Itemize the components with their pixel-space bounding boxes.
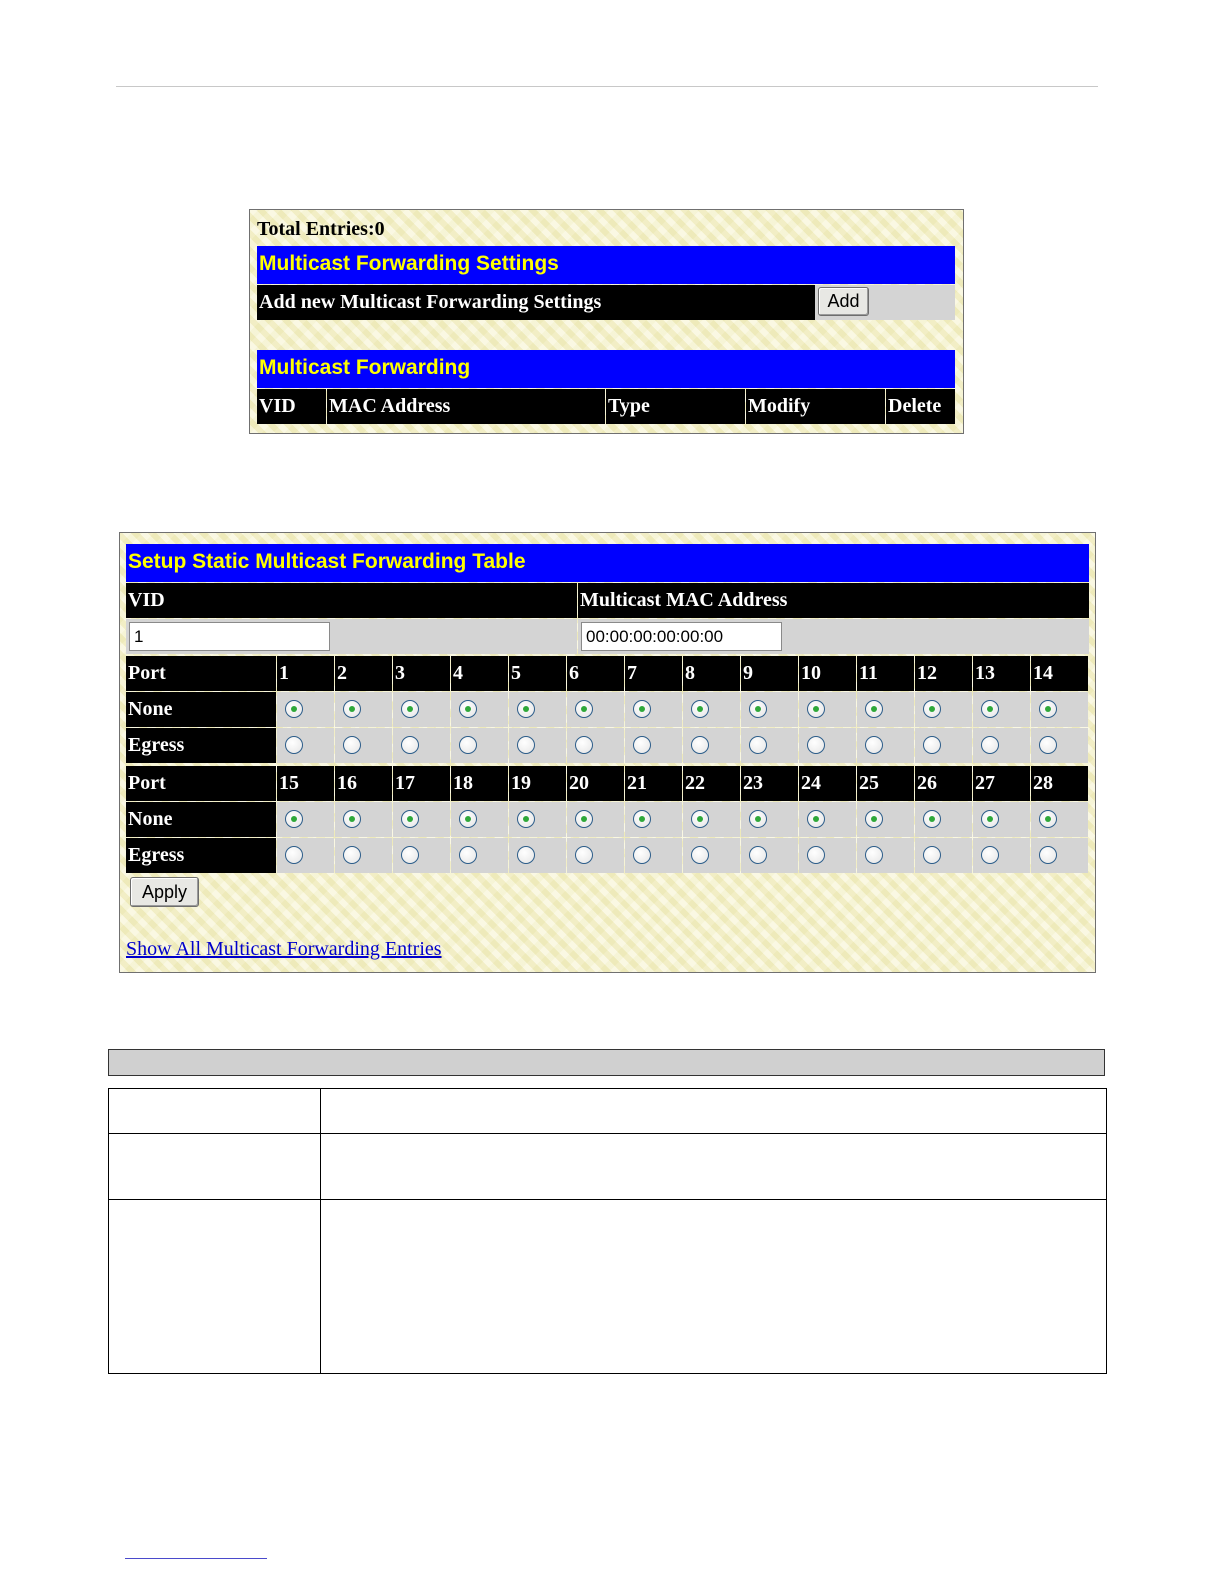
radio-cell [277, 838, 334, 873]
port-23-egress-radio[interactable] [749, 846, 767, 864]
radio-cell [683, 802, 740, 837]
radio-cell [451, 692, 508, 727]
port-3-none-radio[interactable] [401, 700, 419, 718]
port-4-none-radio[interactable] [459, 700, 477, 718]
port-25-none-radio[interactable] [865, 810, 883, 828]
radio-cell [335, 728, 392, 763]
description-table [108, 1088, 1107, 1374]
radio-cell [625, 692, 682, 727]
port-16-egress-radio[interactable] [343, 846, 361, 864]
static-multicast-panel [119, 532, 1096, 973]
port-25-egress-radio[interactable] [865, 846, 883, 864]
none-row-label: None [126, 692, 276, 727]
port-1-none-radio[interactable] [285, 700, 303, 718]
radio-cell [973, 838, 1030, 873]
port-19-egress-radio[interactable] [517, 846, 535, 864]
radio-cell [277, 802, 334, 837]
port-row-label: Port [126, 766, 276, 801]
radio-cell [857, 692, 914, 727]
port-number-9: 9 [741, 656, 798, 691]
port-4-egress-radio[interactable] [459, 736, 477, 754]
port-22-egress-radio[interactable] [691, 846, 709, 864]
port-28-none-radio[interactable] [1039, 810, 1057, 828]
radio-cell [799, 728, 856, 763]
radio-cell [625, 728, 682, 763]
port-13-egress-radio[interactable] [981, 736, 999, 754]
radio-cell [973, 802, 1030, 837]
port-18-none-radio[interactable] [459, 810, 477, 828]
port-9-egress-radio[interactable] [749, 736, 767, 754]
radio-cell [451, 802, 508, 837]
radio-cell [393, 838, 450, 873]
total-entries: Total Entries:0 [257, 218, 385, 240]
port-8-none-radio[interactable] [691, 700, 709, 718]
add-new-label: Add new Multicast Forwarding Settings [257, 285, 815, 320]
port-23-none-radio[interactable] [749, 810, 767, 828]
port-21-egress-radio[interactable] [633, 846, 651, 864]
port-11-egress-radio[interactable] [865, 736, 883, 754]
radio-cell [509, 838, 566, 873]
radio-cell [857, 802, 914, 837]
radio-cell [509, 802, 566, 837]
radio-cell [973, 692, 1030, 727]
radio-cell [741, 802, 798, 837]
port-15-egress-radio[interactable] [285, 846, 303, 864]
radio-cell [509, 728, 566, 763]
vid-label: VID [126, 583, 577, 618]
port-7-egress-radio[interactable] [633, 736, 651, 754]
port-1-egress-radio[interactable] [285, 736, 303, 754]
radio-cell [335, 802, 392, 837]
port-number-22: 22 [683, 766, 740, 801]
show-all-link[interactable]: Show All Multicast Forwarding Entries [126, 938, 442, 960]
port-2-egress-radio[interactable] [343, 736, 361, 754]
port-number-2: 2 [335, 656, 392, 691]
port-number-11: 11 [857, 656, 914, 691]
port-number-21: 21 [625, 766, 682, 801]
port-12-none-radio[interactable] [923, 700, 941, 718]
setup-title: Setup Static Multicast Forwarding Table [126, 544, 1089, 582]
port-number-16: 16 [335, 766, 392, 801]
apply-button[interactable]: Apply [130, 877, 199, 907]
port-27-egress-radio[interactable] [981, 846, 999, 864]
port-10-none-radio[interactable] [807, 700, 825, 718]
port-9-none-radio[interactable] [749, 700, 767, 718]
radio-cell [567, 728, 624, 763]
port-3-egress-radio[interactable] [401, 736, 419, 754]
page-header-rule [116, 86, 1098, 87]
port-22-none-radio[interactable] [691, 810, 709, 828]
radio-cell [1031, 838, 1088, 873]
port-10-egress-radio[interactable] [807, 736, 825, 754]
port-6-none-radio[interactable] [575, 700, 593, 718]
mac-input[interactable] [581, 622, 782, 651]
radio-cell [799, 838, 856, 873]
radio-cell [451, 728, 508, 763]
port-number-23: 23 [741, 766, 798, 801]
radio-cell [277, 692, 334, 727]
port-number-18: 18 [451, 766, 508, 801]
radio-cell [625, 838, 682, 873]
radio-cell [799, 802, 856, 837]
radio-cell [393, 802, 450, 837]
egress-row-label: Egress [126, 728, 276, 763]
radio-cell [277, 728, 334, 763]
port-number-26: 26 [915, 766, 972, 801]
egress-row-label: Egress [126, 838, 276, 873]
radio-cell [393, 692, 450, 727]
port-number-6: 6 [567, 656, 624, 691]
col-mac-address: MAC Address [327, 389, 605, 424]
port-21-none-radio[interactable] [633, 810, 651, 828]
radio-cell [567, 838, 624, 873]
radio-cell [741, 692, 798, 727]
port-number-5: 5 [509, 656, 566, 691]
port-number-12: 12 [915, 656, 972, 691]
vid-input[interactable] [129, 622, 330, 651]
radio-cell [915, 692, 972, 727]
radio-cell [857, 728, 914, 763]
port-number-1: 1 [277, 656, 334, 691]
port-26-egress-radio[interactable] [923, 846, 941, 864]
description-row [109, 1089, 1106, 1134]
col-delete: Delete [886, 389, 955, 424]
port-number-8: 8 [683, 656, 740, 691]
port-24-egress-radio[interactable] [807, 846, 825, 864]
port-11-none-radio[interactable] [865, 700, 883, 718]
port-number-27: 27 [973, 766, 1030, 801]
port-number-7: 7 [625, 656, 682, 691]
port-28-egress-radio[interactable] [1039, 846, 1057, 864]
radio-cell [741, 728, 798, 763]
port-6-egress-radio[interactable] [575, 736, 593, 754]
add-button[interactable]: Add [818, 287, 869, 316]
port-number-4: 4 [451, 656, 508, 691]
port-number-15: 15 [277, 766, 334, 801]
port-12-egress-radio[interactable] [923, 736, 941, 754]
port-number-28: 28 [1031, 766, 1088, 801]
settings-title: Multicast Forwarding Settings [257, 246, 955, 284]
port-number-17: 17 [393, 766, 450, 801]
port-5-none-radio[interactable] [517, 700, 535, 718]
radio-cell [335, 692, 392, 727]
description-header [108, 1049, 1105, 1076]
radio-cell [451, 838, 508, 873]
port-20-egress-radio[interactable] [575, 846, 593, 864]
port-8-egress-radio[interactable] [691, 736, 709, 754]
port-7-none-radio[interactable] [633, 700, 651, 718]
port-number-3: 3 [393, 656, 450, 691]
radio-cell [1031, 692, 1088, 727]
col-modify: Modify [746, 389, 885, 424]
radio-cell [567, 802, 624, 837]
radio-cell [973, 728, 1030, 763]
port-20-none-radio[interactable] [575, 810, 593, 828]
radio-cell [1031, 728, 1088, 763]
port-13-none-radio[interactable] [981, 700, 999, 718]
port-row-label: Port [126, 656, 276, 691]
port-number-10: 10 [799, 656, 856, 691]
radio-cell [741, 838, 798, 873]
none-row-label: None [126, 802, 276, 837]
radio-cell [683, 838, 740, 873]
port-16-none-radio[interactable] [343, 810, 361, 828]
multicast-forwarding-panel [249, 209, 964, 434]
port-26-none-radio[interactable] [923, 810, 941, 828]
port-15-none-radio[interactable] [285, 810, 303, 828]
radio-cell [335, 838, 392, 873]
footer-rule [125, 1558, 267, 1559]
radio-cell [915, 802, 972, 837]
radio-cell [567, 692, 624, 727]
port-18-egress-radio[interactable] [459, 846, 477, 864]
port-14-none-radio[interactable] [1039, 700, 1057, 718]
port-2-none-radio[interactable] [343, 700, 361, 718]
mac-label: Multicast MAC Address [578, 583, 1089, 618]
radio-cell [683, 692, 740, 727]
port-19-none-radio[interactable] [517, 810, 535, 828]
description-row [109, 1134, 1106, 1200]
port-27-none-radio[interactable] [981, 810, 999, 828]
port-number-14: 14 [1031, 656, 1088, 691]
port-number-20: 20 [567, 766, 624, 801]
forwarding-title: Multicast Forwarding [257, 350, 955, 388]
col-type: Type [606, 389, 745, 424]
col-vid: VID [257, 389, 326, 424]
port-number-13: 13 [973, 656, 1030, 691]
port-14-egress-radio[interactable] [1039, 736, 1057, 754]
port-number-19: 19 [509, 766, 566, 801]
radio-cell [393, 728, 450, 763]
port-number-24: 24 [799, 766, 856, 801]
radio-cell [915, 728, 972, 763]
port-5-egress-radio[interactable] [517, 736, 535, 754]
radio-cell [1031, 802, 1088, 837]
port-17-egress-radio[interactable] [401, 846, 419, 864]
radio-cell [915, 838, 972, 873]
radio-cell [625, 802, 682, 837]
radio-cell [799, 692, 856, 727]
radio-cell [857, 838, 914, 873]
radio-cell [683, 728, 740, 763]
radio-cell [509, 692, 566, 727]
port-24-none-radio[interactable] [807, 810, 825, 828]
port-17-none-radio[interactable] [401, 810, 419, 828]
port-number-25: 25 [857, 766, 914, 801]
